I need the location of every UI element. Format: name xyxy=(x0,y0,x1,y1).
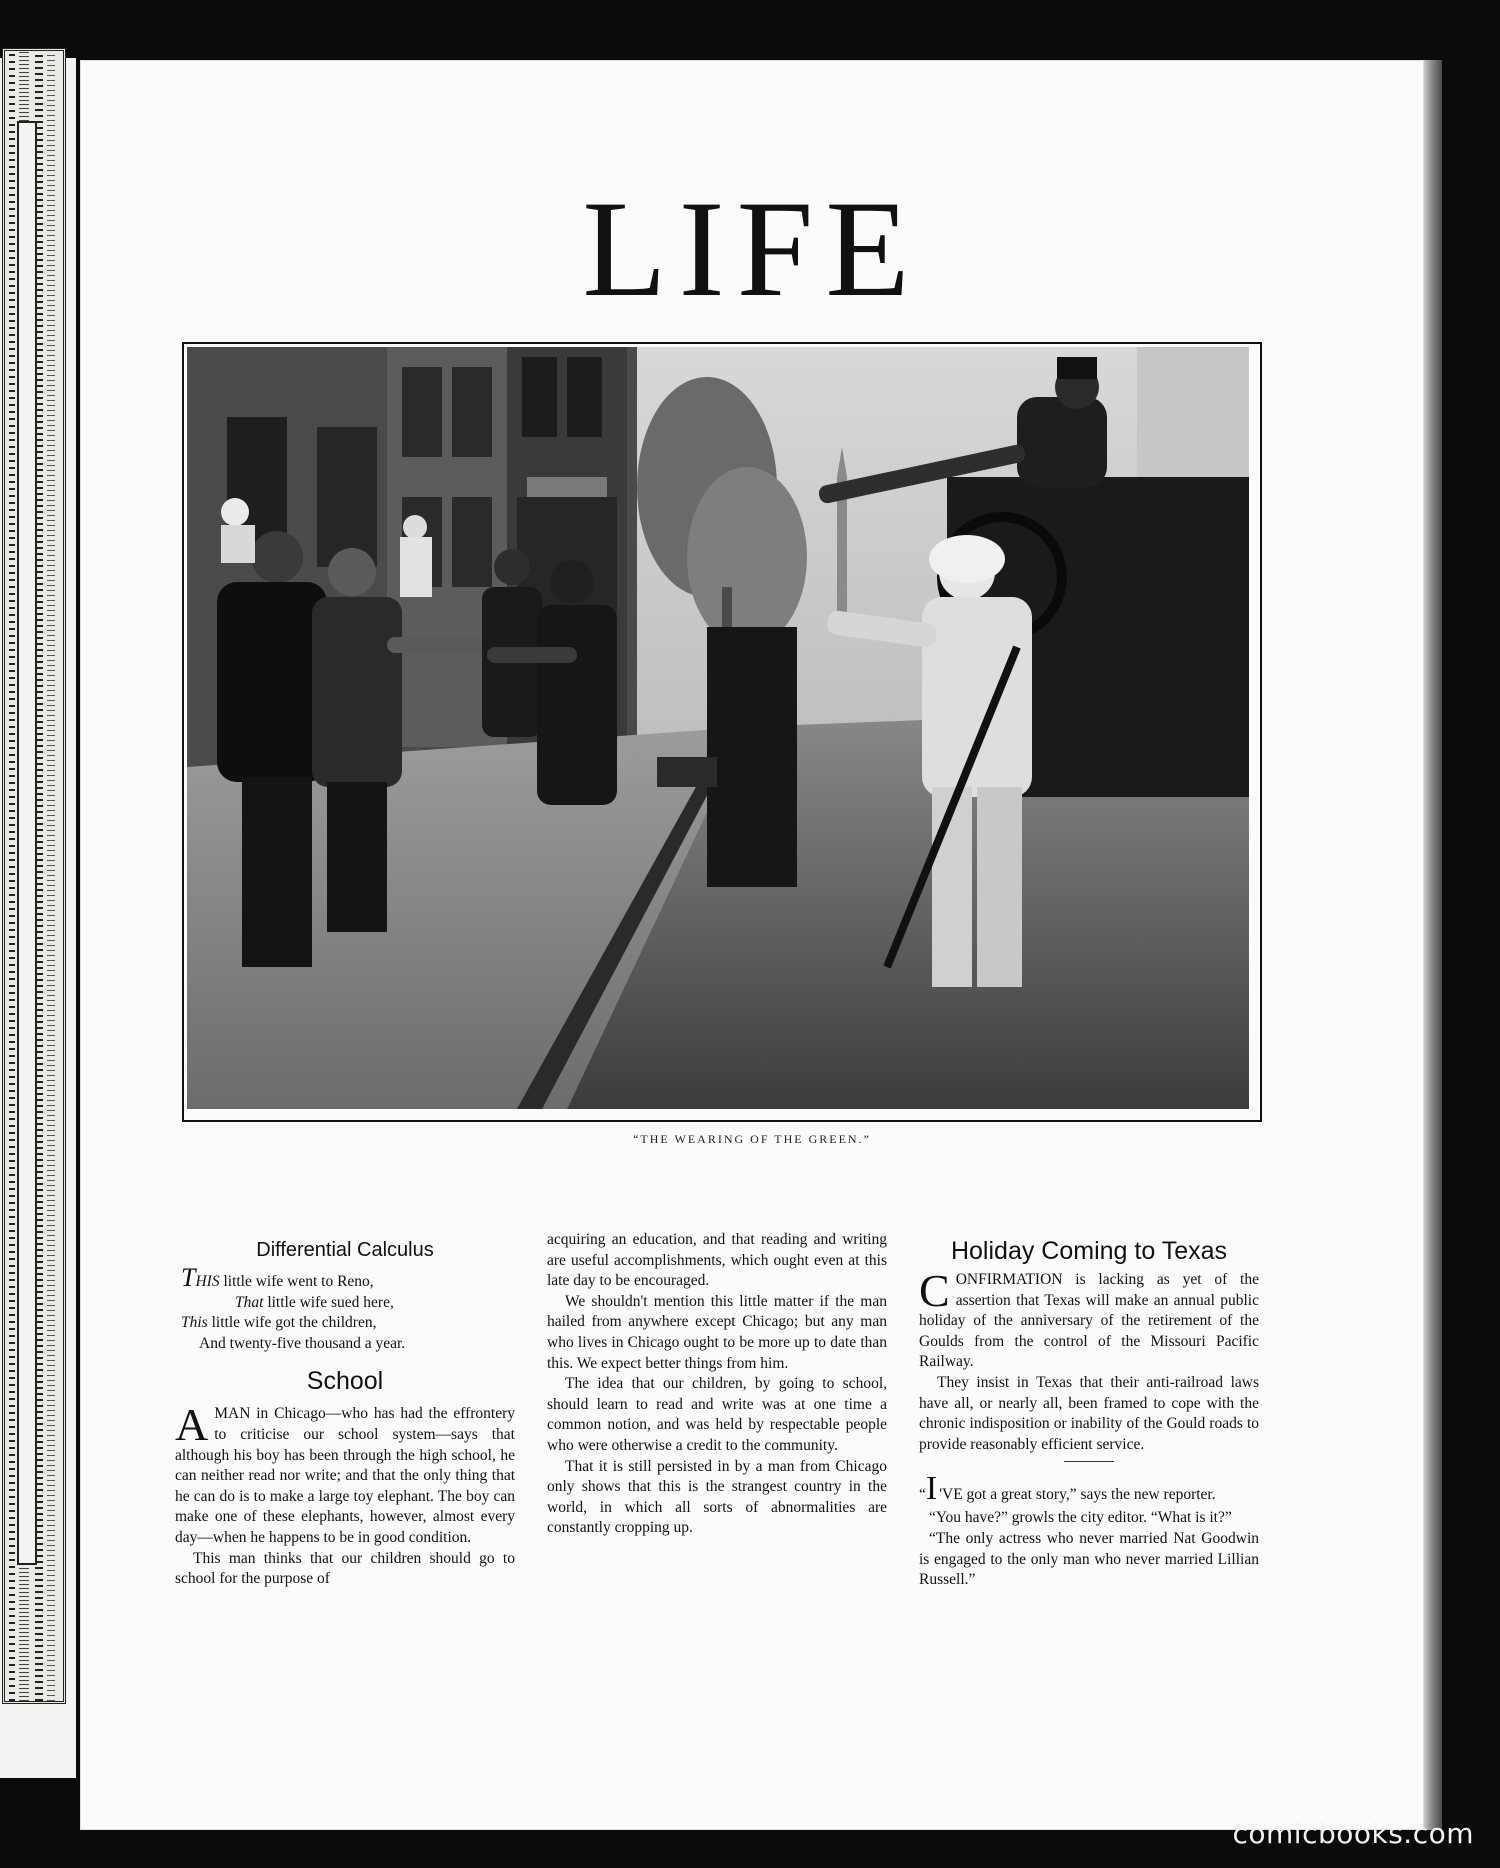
illustration xyxy=(182,342,1262,1122)
poem-line-2: That little wife sued here, xyxy=(235,1293,394,1311)
article-paragraph: We shouldn't mention this little matter if the man hailed from anywhere except Chicago; but any man who lives in Chicago ought to be more up to date than this. We expect better things from him. xyxy=(547,1292,887,1372)
article-title-differential-calculus: Differential Calculus xyxy=(256,1239,434,1261)
article-paragraph: CONFIRMATION is lacking as yet of the assertion that Texas will make an annual public holiday of the anniversary of the retirement of the Goulds from the control of the Missouri Pacific Railway. xyxy=(919,1265,1259,1371)
poem-line-4: And twenty-five thousand a year. xyxy=(199,1334,406,1352)
article-paragraph: acquiring an education, and that reading and writing are useful accomplishments, which ought even at this late day to be encouraged. xyxy=(547,1231,887,1290)
anecdote-paragraph: “You have?” growls the city editor. “What is it?” xyxy=(929,1509,1232,1527)
article-title-holiday-texas: Holiday Coming to Texas xyxy=(950,1237,1228,1265)
poem-line-1: THIS little wife went to Reno, xyxy=(181,1263,374,1292)
anecdote-paragraph: “I 'VE got a great story,” says the new reporter. xyxy=(919,1470,1216,1508)
column-1 xyxy=(175,1228,515,1590)
ornamental-border xyxy=(2,48,66,1704)
page-edge-shadow xyxy=(1424,60,1442,1830)
watermark: comicbooks.com xyxy=(1232,1817,1474,1850)
section-divider xyxy=(1064,1461,1114,1462)
article-paragraph: This man thinks that our children should go to school for the purpose of xyxy=(175,1549,515,1588)
poem xyxy=(175,1263,515,1354)
illustration-caption: “THE WEARING OF THE GREEN.” xyxy=(633,1132,871,1146)
article-paragraph: The idea that our children, by going to school, should learn to read and write was at one time a common notion, and was held by respectable people who were otherwise a credit to the community. xyxy=(547,1375,887,1454)
column-2 xyxy=(547,1230,887,1539)
drop-cap: I xyxy=(925,1470,938,1508)
article-paragraph: AMAN in Chicago—who has had the effrontery to criticise our school system—says that although his boy has been through the high school, he can neither read nor write; and that the only thing that he can do is to make a large toy elephant. The boy can make one of these elephants, however, almost every day—when he happens to be in good condition. xyxy=(175,1399,515,1546)
masthead: LIFE xyxy=(582,172,922,325)
drop-cap: C xyxy=(919,1265,950,1316)
ornamental-border-inner xyxy=(17,121,37,1565)
drop-cap: A xyxy=(175,1399,209,1451)
poem-dropcap: T xyxy=(181,1263,196,1292)
street-scene-illustration xyxy=(187,347,1249,1109)
poem-line-3: This little wife got the children, xyxy=(181,1314,377,1332)
article-title-school: School xyxy=(306,1367,384,1396)
article-paragraph: They insist in Texas that their anti-railroad laws have all, or nearly all, been framed to cope with the chronic indisposition or inability of the Gould roads to provide reasonably efficient service. xyxy=(919,1373,1259,1453)
magazine-page xyxy=(80,60,1424,1830)
column-3 xyxy=(919,1228,1259,1591)
article-paragraph: That it is still persisted in by a man from Chicago only shows that this is the strangest country in the world, in which all sorts of abnormalities are constantly cropping up. xyxy=(547,1457,887,1537)
anecdote-paragraph: “The only actress who never married Nat Goodwin is engaged to the only man who never married Lillian Russell.” xyxy=(919,1529,1259,1589)
